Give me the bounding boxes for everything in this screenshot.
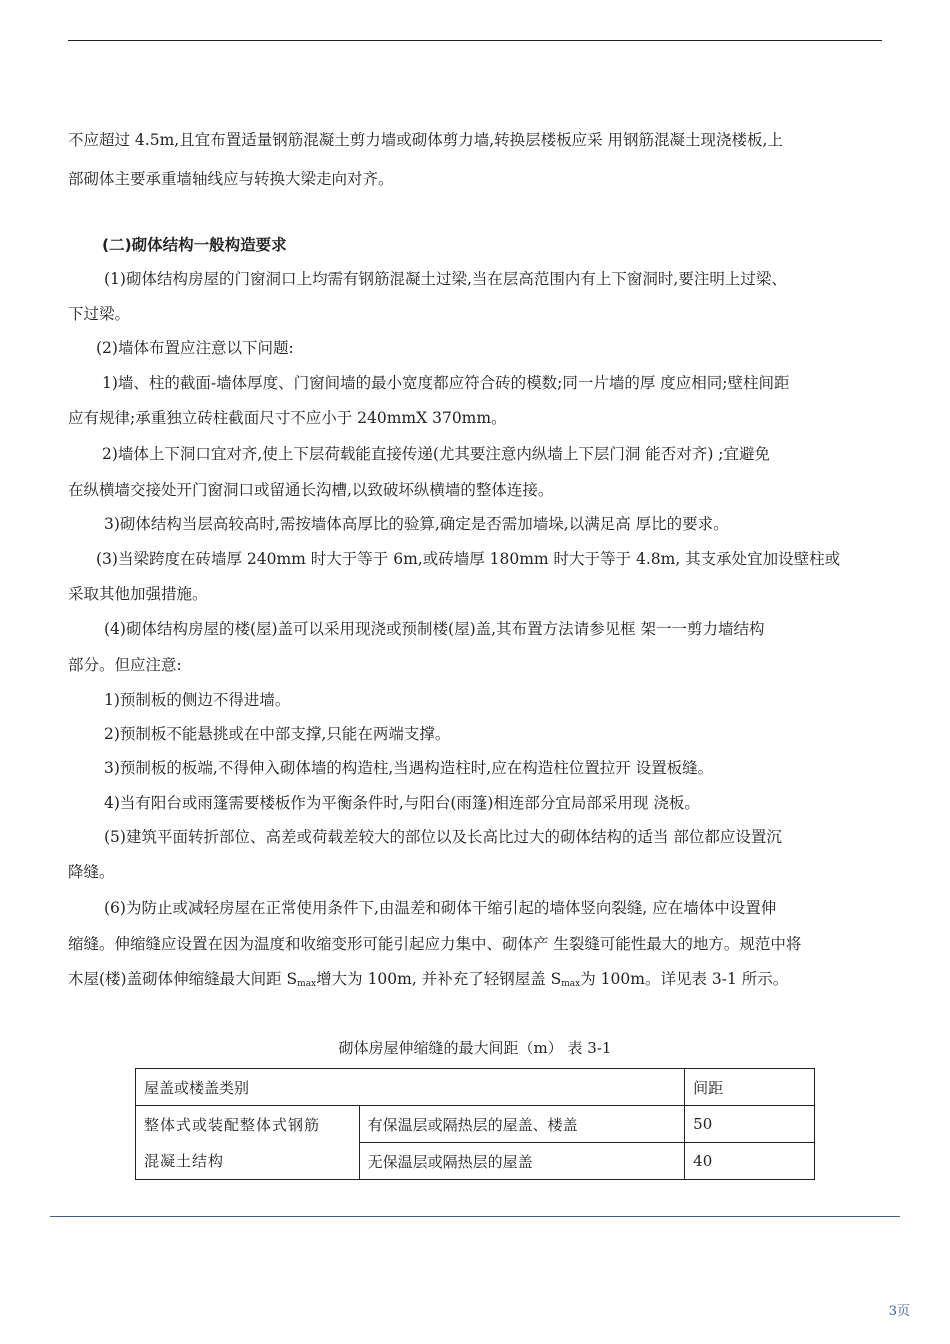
paragraph-line: 2)墙体上下洞口宜对齐,使上下层荷载能直接传递(尤其要注意内纵墙上下层门洞 能否对齐) ;宜避免 bbox=[102, 445, 771, 463]
paragraph-line: 应有规律;承重独立砖柱截面尺寸不应小于 240mmX 370mm。 bbox=[68, 409, 507, 427]
cell-text-line: 混凝土结构 bbox=[144, 1151, 225, 1170]
footer-rule bbox=[50, 1216, 900, 1217]
text-run: 为 100m。详见表 3-1 所示。 bbox=[580, 970, 789, 988]
paragraph-line: (2)墙体布置应注意以下问题: bbox=[96, 339, 294, 357]
paragraph-line: 1)墙、柱的截面-墙体厚度、门窗间墙的最小宽度都应符合砖的模数;同一片墙的厚 度应相同;壁柱间距 bbox=[102, 374, 790, 392]
paragraph-line: (6)为防止或减轻房屋在正常使用条件下,由温差和砌体干缩引起的墙体竖向裂缝, 应在墙体中设置伸 bbox=[104, 899, 777, 917]
table-cell: 有保温层或隔热层的屋盖、楼盖 bbox=[359, 1106, 685, 1143]
paragraph-line: 降缝。 bbox=[68, 863, 115, 881]
table-header-cell: 间距 bbox=[685, 1069, 815, 1106]
text-run: 木屋(楼)盖砌体伸缩缝最大间距 S bbox=[68, 970, 298, 988]
section-heading: (二)砌体结构一般构造要求 bbox=[102, 236, 287, 254]
paragraph-line: 缩缝。伸缩缝应设置在因为温度和收缩变形可能引起应力集中、砌体产 生裂缝可能性最大的地方。规范中将 bbox=[68, 935, 802, 953]
list-item: 1)预制板的侧边不得进墙。 bbox=[104, 691, 291, 709]
table-header-row bbox=[136, 1069, 815, 1106]
paragraph-line: 采取其他加强措施。 bbox=[68, 585, 208, 603]
cell-text-line: 整体式或装配整体式钢筋 bbox=[144, 1115, 321, 1134]
page-number: 3页 bbox=[888, 1304, 910, 1319]
paragraph-line: 3)砌体结构当层高较高时,需按墙体高厚比的验算,确定是否需加墙垛,以满足高 厚比的要求。 bbox=[104, 515, 729, 533]
subscript-max: max bbox=[297, 979, 317, 989]
subscript-max: max bbox=[561, 979, 581, 989]
paragraph-line bbox=[68, 962, 882, 1001]
list-item: 2)预制板不能悬挑或在中部支撑,只能在两端支撑。 bbox=[104, 725, 451, 743]
paragraph-line: (4)砌体结构房屋的楼(屋)盖可以采用现浇或预制楼(屋)盖,其布置方法请参见框 架一一剪力墙结构 bbox=[104, 620, 765, 638]
paragraph-line: 部分。但应注意: bbox=[68, 656, 182, 674]
table-cell: 40 bbox=[685, 1143, 815, 1180]
list-item: 3)预制板的板端,不得伸入砌体墙的构造柱,当遇构造柱时,应在构造柱位置拉开 设置板缝。 bbox=[104, 759, 714, 777]
paragraph-line: 下过梁。 bbox=[68, 305, 131, 323]
table-group-cell bbox=[136, 1106, 360, 1180]
expansion-joint-table bbox=[135, 1068, 815, 1180]
table-cell: 无保温层或隔热层的屋盖 bbox=[359, 1143, 685, 1180]
table-header-cell: 屋盖或楼盖类别 bbox=[136, 1069, 685, 1106]
table-row bbox=[136, 1106, 815, 1143]
list-item: 4)当有阳台或雨篷需要楼板作为平衡条件时,与阳台(雨篷)相连部分宜局部采用现 浇板。 bbox=[104, 794, 700, 812]
table-cell: 50 bbox=[685, 1106, 815, 1143]
header-rule bbox=[68, 40, 882, 41]
table-caption: 砌体房屋伸缩缝的最大间距（m） 表 3-1 bbox=[338, 1039, 612, 1057]
paragraph-line: 不应超过 4.5m,且宜布置适量钢筋混凝土剪力墙或砌体剪力墙,转换层楼板应采 用钢筋混凝土现浇楼板,上 bbox=[68, 131, 783, 149]
paragraph-line: 在纵横墙交接处开门窗洞口或留通长沟槽,以致破坏纵横墙的整体连接。 bbox=[68, 481, 554, 499]
paragraph-line: (3)当梁跨度在砖墙厚 240mm 时大于等于 6m,或砖墙厚 180mm 时大于等于 4.8m, 其支承处宜加设壁柱或 bbox=[96, 550, 841, 568]
text-run: 增大为 100m, 并补充了轻钢屋盖 S bbox=[316, 970, 562, 988]
paragraph-line: (1)砌体结构房屋的门窗洞口上均需有钢筋混凝土过梁,当在层高范围内有上下窗洞时,要注明上过梁、 bbox=[104, 270, 787, 288]
paragraph-line: (5)建筑平面转折部位、高差或荷载差较大的部位以及长高比过大的砌体结构的适当 部位都应设置沉 bbox=[104, 828, 782, 846]
paragraph-line: 部砌体主要承重墙轴线应与转换大梁走向对齐。 bbox=[68, 170, 394, 188]
